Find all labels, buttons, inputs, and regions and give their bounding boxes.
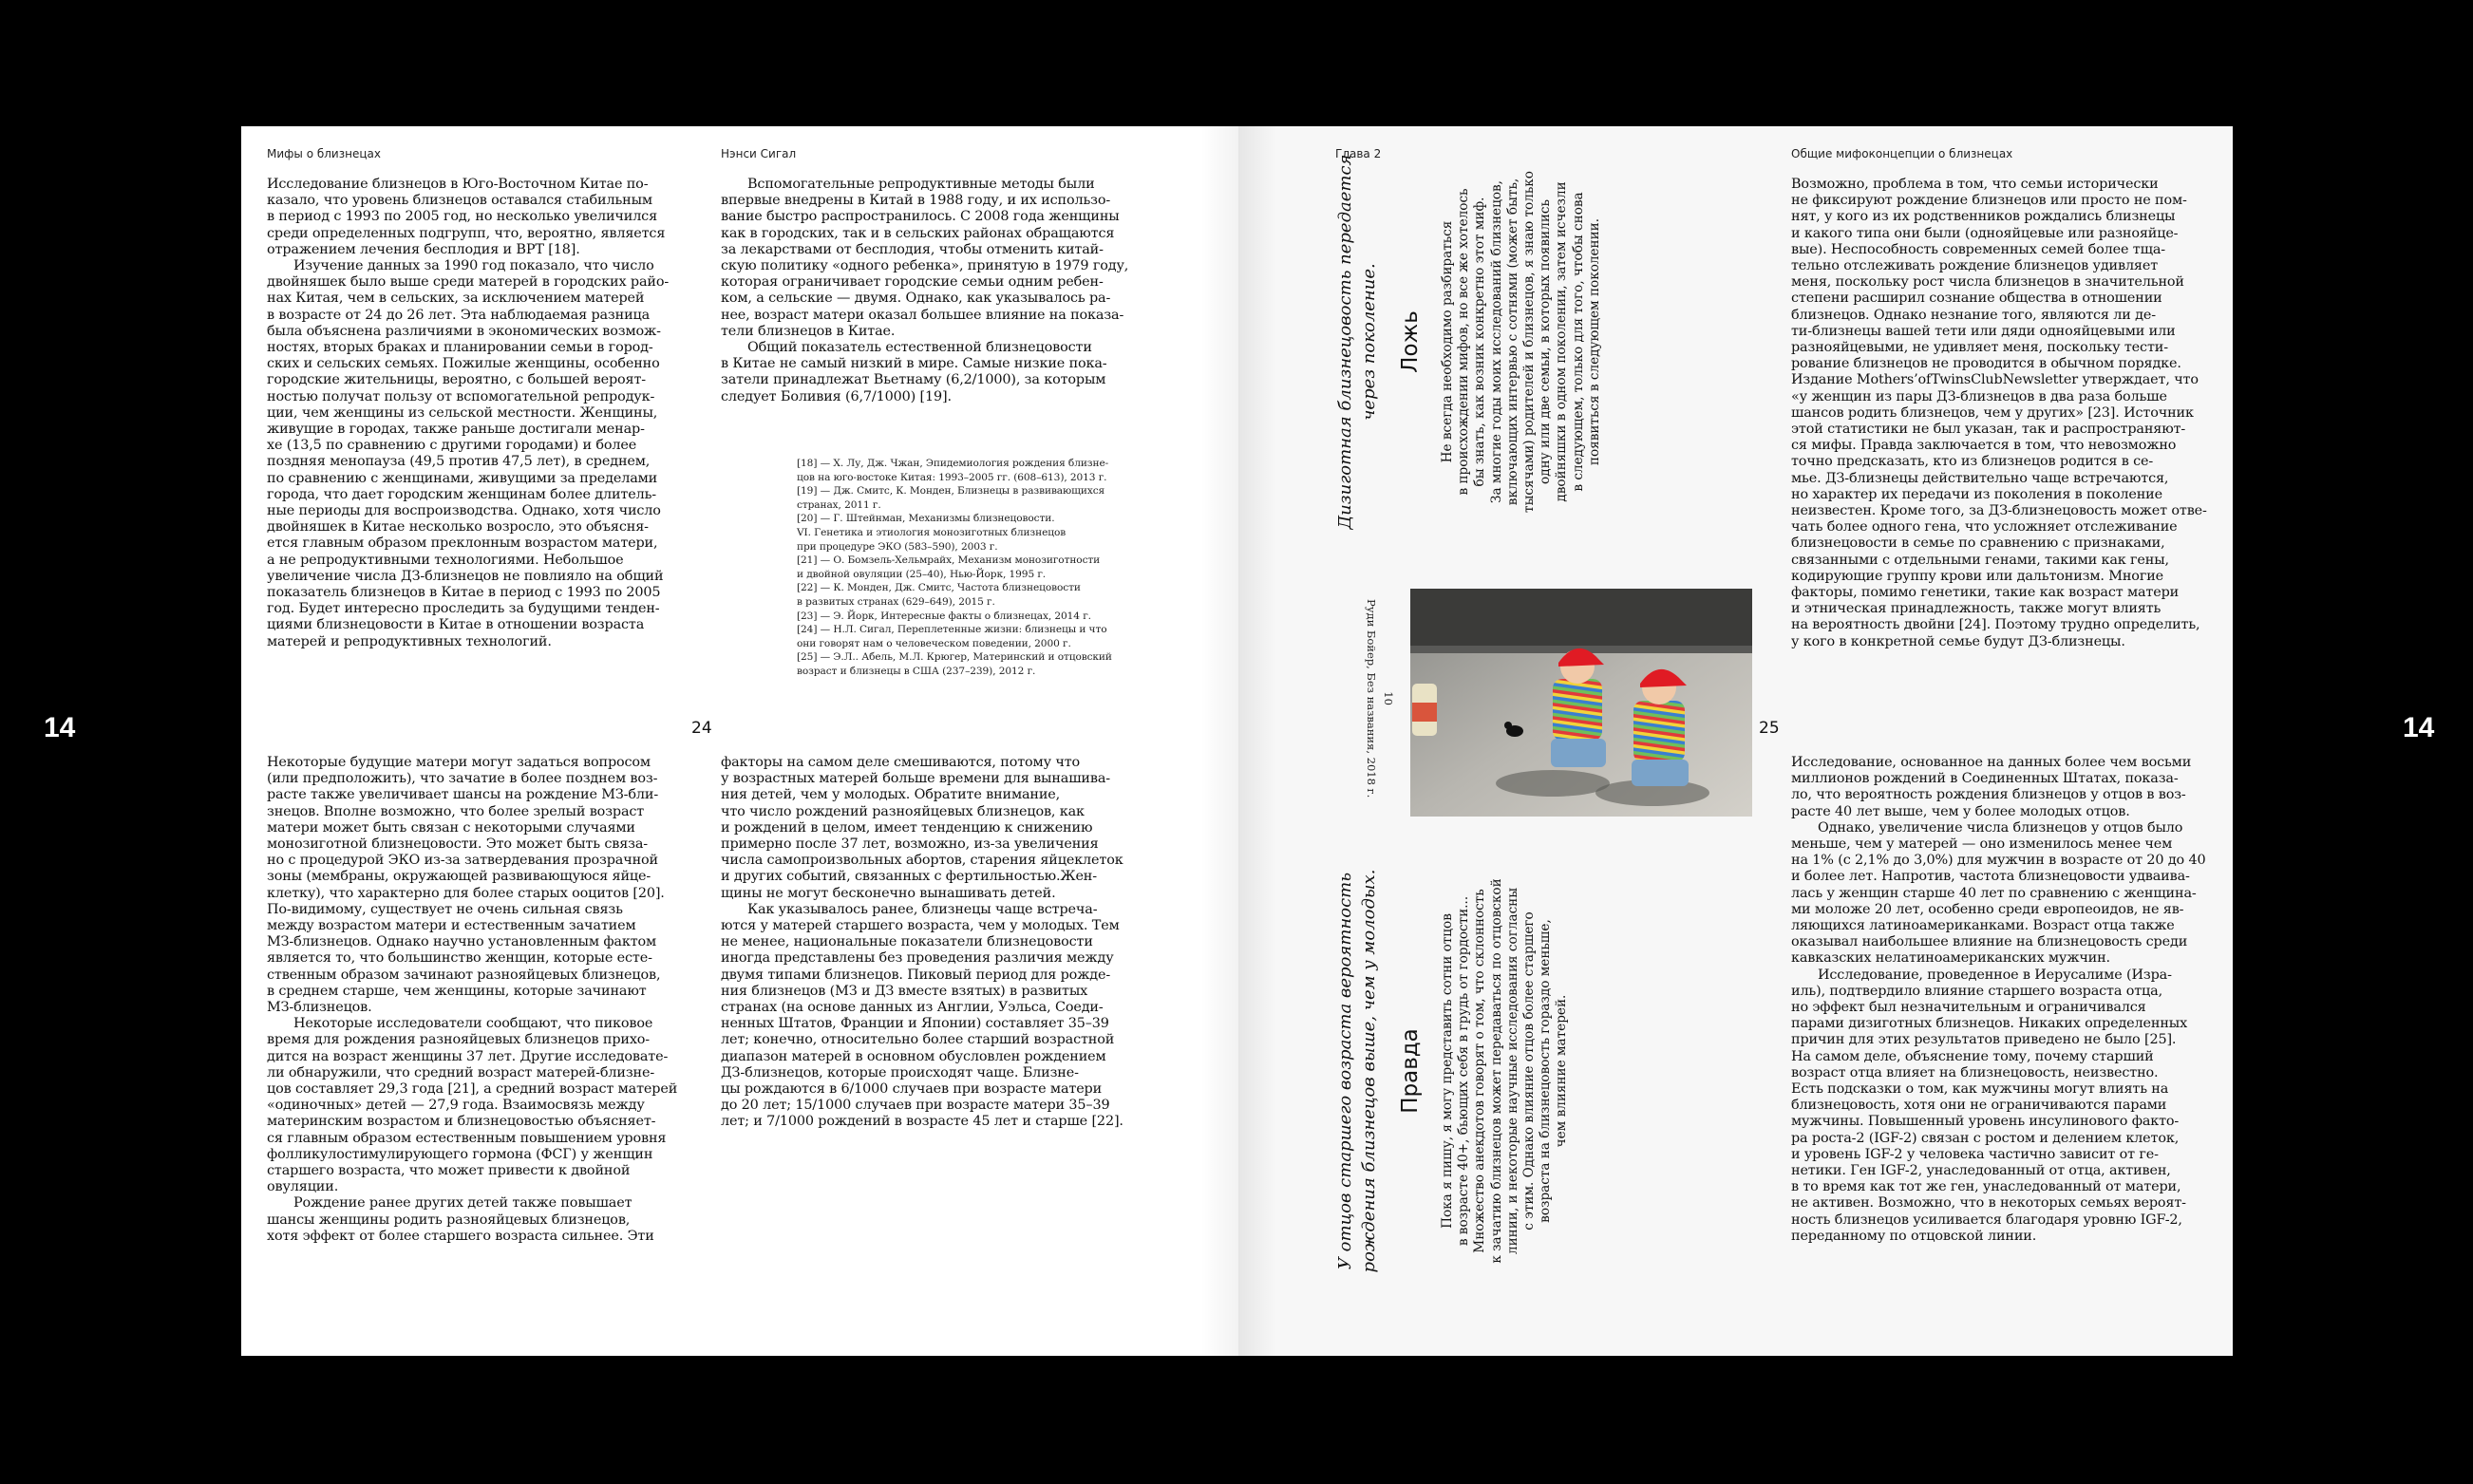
text-line: тельно отслеживать рождение близнецов удивляет (1791, 258, 2159, 274)
quote-line: У отцов старшего возраста вероятность (1335, 872, 1355, 1270)
text-line: возраст отца влияет на близнецовость, неизвестно. (1791, 1064, 2159, 1080)
text-line: парами дизиготных близнецов. Никаких определенных (1791, 1016, 2188, 1032)
text-line: (или предположить), что зачатие в более позднем воз- (267, 771, 658, 787)
text-line: старшего возраста, что может привести к двойной (267, 1163, 631, 1179)
text-line: меньше, чем у матерей — оно изменилось менее чем (1791, 836, 2173, 853)
quote-line: рождения близнецов выше, чем у молодых. (1359, 869, 1379, 1273)
body-line: включающих интервью с сотнями (может быть, (1504, 178, 1520, 506)
page-number-right: 25 (1759, 719, 1780, 738)
text-line: как в городских, так и в сельских районах обращаются (721, 225, 1115, 241)
text-line: время для рождения разнояйцевых близнецов прихо- (267, 1032, 651, 1048)
text-line: на вероятность двойни [24]. Поэтому трудно определить, (1791, 617, 2200, 633)
myth-explanation (1440, 138, 1603, 546)
left-column-1-top (267, 177, 708, 650)
text-line: знецов. Вполне возможно, что более зрелый возраст (267, 803, 645, 819)
text-line: степени расширил сознание общества в отношении (1791, 291, 2162, 307)
text-line: цов составляет 29,3 года [21], а средний возраст матерей (267, 1081, 678, 1098)
text-line: впервые внедрены в Китай в 1988 году, и их использо- (721, 193, 1111, 209)
left-column-2-top (721, 177, 1196, 405)
text-line: отражением лечения бесплодия и ВРТ [18]. (267, 241, 580, 257)
text-line: в то время как тот же ген, унаследованный от матери, (1791, 1179, 2181, 1195)
text-line: ся главным образом естественным повышением уровня (267, 1130, 667, 1146)
text-line: Исследование, проведенное в Иерусалиме (Изра- (1818, 967, 2172, 983)
body-line: тысячами) родителей и близнецов, я знаю только (1521, 171, 1538, 513)
text-line: не менее, национальные показатели близнецовости (721, 934, 1093, 950)
text-line: которая ограничивает городские семьи одним ребен- (721, 274, 1104, 291)
text-line: ком, а сельские — двумя. Однако, как указывалось ра- (721, 291, 1111, 307)
gutter-shadow (1238, 126, 1276, 1356)
text-line: щины не могут бесконечно вынашивать детей. (721, 885, 1056, 901)
text-line: связанными с отдельными генами, такими как гены, (1791, 552, 2169, 568)
text-line: в Китае не самый низкий в мире. Самые низкие пока- (721, 356, 1107, 372)
text-line: МЗ-близнецов. Однако научно установленным фактом (267, 934, 657, 950)
running-head-chapter: Глава 2 (1335, 147, 1382, 160)
text-line: Издание Mothers’ofTwinsClubNewsletter утверждает, что (1791, 372, 2199, 388)
left-column-2-bottom (721, 755, 1196, 1131)
text-line: и этническая принадлежность, также могут влиять (1791, 601, 2162, 617)
right-column-top (1791, 177, 2214, 650)
text-line: матерей и репродуктивных технологий. (267, 633, 552, 649)
text-line: Исследование близнецов в Юго-Восточном Китае по- (267, 177, 649, 192)
footnote-line: [25] — Э.Л.. Абель, М.Л. Крюгер, Материнский и отцовский (797, 651, 1112, 664)
text-line: вые). Неспособность современных семей более тща- (1791, 241, 2165, 257)
text-line: ность близнецов усиливается благодаря уровню IGF-2, (1791, 1212, 2182, 1228)
text-line: ются у матерей старшего возраста, чем у молодых. Тем (721, 918, 1120, 934)
text-line: зоны (мембраны, окружающей развивающуюся яйце- (267, 869, 651, 885)
text-line: странах (на основе данных из Англии, Уэльса, Соеди- (721, 1000, 1104, 1016)
body-line: Не всегда необходимо разбираться (1440, 220, 1455, 463)
text-line: дится на возраст женщины 37 лет. Другие исследовате- (267, 1048, 669, 1064)
text-line: ется главным образом преклонным возрастом матери, (267, 535, 658, 552)
truth-block (1333, 867, 1571, 1275)
text-line: примерно после 37 лет, возможно, из-за увеличения (721, 836, 1099, 853)
text-line: нее, возраст матери оказал большее влияние на показа- (721, 307, 1124, 323)
quote-line: через поколение. (1359, 263, 1379, 421)
myth-quote (1333, 138, 1381, 546)
text-line: шансов родить близнецов, чем у других» [23]. Источник (1791, 404, 2194, 421)
text-line: а не репродуктивными технологиями. Небольшое (267, 552, 624, 568)
text-line: казало, что уровень близнецов оставался стабильным (267, 193, 652, 209)
text-line: этой статистики не был указан, так и распространяют- (1791, 422, 2186, 438)
photo-caption (1365, 599, 1395, 798)
text-line: Некоторые исследователи сообщают, что пиковое (293, 1016, 653, 1032)
text-line: городские жительницы, вероятно, с большей вероят- (267, 372, 646, 388)
text-line: нах Китая, чем в сельских, за исключением матерей (267, 291, 645, 307)
text-line: Как указывалось ранее, близнецы чаще встреча- (747, 901, 1098, 917)
body-line: возраста на близнецовость гораздо меньше, (1538, 919, 1554, 1223)
myth-verdict-label: Ложь (1398, 310, 1423, 373)
text-line: но характер их передачи из поколения в поколение (1791, 486, 2162, 502)
text-line: мужчины. Повышенный уровень инсулинового факто- (1791, 1114, 2180, 1130)
body-line: с этим. Однако влияние отцов более старшего (1521, 911, 1538, 1230)
text-line: Некоторые будущие матери могут задаться вопросом (267, 755, 651, 770)
photo-caption-number: 10 (1382, 691, 1395, 705)
text-line: ло, что вероятность рождения близнецов у отцов в воз- (1791, 787, 2186, 803)
text-line: у возрастных матерей больше времени для вынашива- (721, 771, 1110, 787)
text-line: до 20 лет; 15/1000 случаев при возрасте матери 35–39 (721, 1098, 1110, 1114)
footnotes (797, 457, 1196, 679)
text-line: ми моложе 20 лет, особенно среди европеоидов, не яв- (1791, 901, 2184, 917)
text-line: была объяснена различиями в экономических возмож- (267, 323, 661, 339)
body-line: появиться в следующем поколении. (1586, 217, 1602, 466)
text-line: близнецовости в семье по сравнению с признаками, (1791, 535, 2165, 552)
text-line: Однако, увеличение числа близнецов у отцов было (1818, 819, 2183, 836)
text-line: кодирующие группу крови или дальтонизм. Многие (1791, 568, 2164, 584)
text-line: ли обнаружили, что средний возраст матерей-близне- (267, 1064, 655, 1080)
body-line: к зачатию близнецов может передаваться по отцовской (1488, 878, 1504, 1264)
text-line: лась у женщин старше 40 лет по сравнению с женщина- (1791, 885, 2197, 901)
text-line: скую политику «одного ребенка», принятую в 1979 году, (721, 258, 1129, 274)
text-line: у кого в конкретной семье будут ДЗ-близнецы. (1791, 633, 2125, 649)
text-line: но эффект был незначительным и ограничивался (1791, 1000, 2146, 1016)
text-line: Есть подсказки о том, как мужчины могут влиять на (1791, 1081, 2169, 1098)
text-line: не активен. Возможно, что в некоторых семьях вероят- (1791, 1195, 2186, 1212)
text-line: в среднем старше, чем женщины, которые зачинают (267, 983, 647, 999)
text-line: неизвестен. Кроме того, за ДЗ-близнецовость может отве- (1791, 503, 2207, 519)
body-line: Множество анекдотов говорят о том, что склонность (1472, 889, 1488, 1253)
footnote-line: и двойной овуляции (25–40), Нью-Йорк, 1995 г. (797, 568, 1047, 580)
truth-verdict-label: Правда (1398, 1028, 1423, 1114)
right-column-bottom (1791, 755, 2214, 1245)
text-line: На самом деле, объяснение тому, почему старший (1791, 1048, 2154, 1064)
left-column-1-bottom (267, 755, 708, 1245)
footnote-line: [24] — Н.Л. Сигал, Переплетенные жизни: близнецы и что (797, 624, 1107, 636)
text-line: фолликулостимулирующего гормона (ФСГ) у женщин (267, 1146, 653, 1162)
text-line: точно предсказать, кто из близнецов родится в се- (1791, 454, 2154, 470)
text-line: меня, поскольку рост числа близнецов в значительной (1791, 274, 2184, 291)
footnote-line: в развитых странах (629–649), 2015 г. (797, 595, 995, 608)
text-line: ДЗ-близнецов, которые происходят чаще. Близне- (721, 1064, 1079, 1080)
text-line: не фиксируют рождение близнецов или просто не пом- (1791, 193, 2187, 209)
twins-photo-image (1410, 589, 1752, 817)
quote-line: Дизиготная близнецовость передается (1335, 154, 1355, 530)
text-line: близнецовость, хотя они не ограничиваются парами (1791, 1098, 2167, 1114)
text-line: цы рождаются в 6/1000 случаев при возрасте матери (721, 1081, 1103, 1098)
footnote-line: [21] — О. Бомзель-Хельмрайх, Механизм монозиготности (797, 554, 1101, 567)
right-page (1238, 126, 2233, 1356)
body-line: чем влияние матерей. (1554, 994, 1570, 1148)
text-line: лет; и 7/1000 рождений в возрасте 45 лет и старше [22]. (721, 1114, 1123, 1130)
text-line: увеличение числа ДЗ-близнецов не повлияло на общий (267, 568, 664, 584)
text-line: между возрастом матери и естественным зачатием (267, 918, 636, 934)
spread-number-left: 14 (44, 712, 76, 743)
text-line: хотя эффект от более старшего возраста сильнее. Эти (267, 1228, 654, 1244)
text-line: ских и сельских семьях. Пожилые женщины, особенно (267, 356, 660, 372)
text-line: клетку), что характерно для более старых ооцитов [20]. (267, 885, 665, 901)
text-line: матери может быть связан с некоторыми случаями (267, 819, 635, 836)
body-line: Пока я пишу, я могу представить сотни отцов (1440, 913, 1455, 1229)
text-line: мье. ДЗ-близнецы действительно чаще встречаются, (1791, 470, 2169, 486)
text-line: кавказских нелатиноамериканских мужчин. (1791, 950, 2110, 967)
body-line: в возрасте 40+, бьющих себя в грудь от гордости... (1456, 895, 1472, 1247)
text-line: живущие в городах, также раньше достигали менар- (267, 422, 645, 438)
text-line: причин для этих результатов приведено не было [25]. (1791, 1032, 2177, 1048)
text-line: показатель близнецов в Китае в период с 1993 по 2005 (267, 585, 661, 601)
text-line: чать более одного гена, что усложняет отслеживание (1791, 519, 2178, 535)
body-line: двойняшки в одном поколении, затем исчезли (1554, 181, 1570, 502)
footnote-line: [22] — К. Монден, Дж. Смитс, Частота близнецовости (797, 582, 1081, 594)
left-page (241, 126, 1238, 1356)
text-line: но с процедурой ЭКО из-за затвердевания прозрачной (267, 853, 658, 869)
text-line: расте также увеличивает шансы на рождение МЗ-бли- (267, 787, 659, 803)
text-line: Общий показатель естественной близнецовости (747, 340, 1092, 356)
text-line: близнецов. Однако незнание того, являются ли де- (1791, 307, 2156, 323)
text-line: Исследование, основанное на данных более чем восьми (1791, 755, 2192, 770)
text-line: вание быстро распространилось. С 2008 года женщины (721, 209, 1120, 225)
text-line: «одиночных» детей — 27,9 года. Взаимосвязь между (267, 1098, 645, 1114)
text-line: расте 40 лет выше, чем у более молодых отцов. (1791, 803, 2130, 819)
text-line: ностью получат пользу от вспомогательной репродук- (267, 388, 655, 404)
text-line: и какого типа они были (однояйцевые или разнояйце- (1791, 225, 2179, 241)
body-line: в происхождении мифов, но все же хотелось (1456, 188, 1472, 496)
text-line: ненных Штатов, Франции и Японии) составляет 35–39 (721, 1016, 1109, 1032)
text-line: числа самопроизвольных абортов, старения яйцеклеток (721, 853, 1123, 869)
text-line: ния детей, чем у молодых. Обратите внимание, (721, 787, 1061, 803)
text-line: МЗ-близнецов. (267, 1000, 372, 1016)
photo-caption-credit: Руди Бойер, Без названия, 2018 г. (1365, 599, 1378, 798)
text-line: следует Боливия (6,7/1000) [19]. (721, 388, 952, 404)
text-line: города, что дает городским женщинам более длитель- (267, 486, 656, 502)
gutter-shadow (1200, 126, 1238, 1356)
text-line: «у женщин из пары ДЗ-близнецов в два раза больше (1791, 388, 2167, 404)
text-line: в период с 1993 по 2005 год, но несколько увеличился (267, 209, 658, 225)
running-head-book-title: Мифы о близнецах (267, 147, 381, 160)
text-line: и рождений в целом, имеет тенденцию к снижению (721, 819, 1093, 836)
footnote-line: VI. Генетика и этиология монозиготных близнецов (797, 526, 1067, 538)
text-line: разнояйцевыми, не удивляет меня, поскольку тести- (1791, 340, 2168, 356)
text-line: на 1% (с 2,1% до 3,0%) для мужчин в возрасте от 20 до 40 (1791, 853, 2206, 869)
footnote-line: [18] — Х. Лу, Дж. Чжан, Эпидемиология рождения близне- (797, 458, 1109, 469)
text-line: циями близнецовости в Китае в отношении возраста (267, 617, 645, 633)
text-line: шансы женщины родить разнояйцевых близнецов, (267, 1212, 631, 1228)
text-line: затели принадлежат Вьетнаму (6,2/1000), за которым (721, 372, 1106, 388)
footnote-line: цов на юго-востоке Китая: 1993–2005 гг. (608–613), 2013 г. (797, 471, 1107, 483)
text-line: диапазон матерей в основном обусловлен рождением (721, 1048, 1106, 1064)
body-line: линии, и некоторые научные исследования согласны (1504, 887, 1520, 1255)
text-line: нят, у кого из их родственников рождались близнецы (1791, 209, 2176, 225)
footnote-line: возраст и близнецы в США (237–239), 2012 г. (797, 665, 1036, 677)
text-line: факторы, помимо генетики, такие как возраст матери (1791, 585, 2180, 601)
text-line: хе (13,5 по сравнению с другими городами) и более (267, 438, 637, 454)
text-line: ра роста-2 (IGF-2) связан с ростом и делением клеток, (1791, 1130, 2180, 1146)
text-line: двойняшек в Китае несколько возросло, это объясня- (267, 519, 649, 535)
text-line: факторы на самом деле смешиваются, потому что (721, 755, 1081, 770)
myth-block (1333, 138, 1603, 546)
text-line: двумя типами близнецов. Пиковый период для рожде- (721, 967, 1111, 983)
text-line: и уровень IGF-2 у человека частично зависит от ге- (1791, 1146, 2159, 1162)
text-line: ти-близнецы вашей тети или дяди однояйцевыми или (1791, 323, 2176, 339)
running-head-chapter-title: Общие мифоконцепции о близнецах (1791, 147, 2013, 160)
text-line: ностях, вторых браках и планировании семьи в город- (267, 340, 653, 356)
text-line: переданному по отцовской линии. (1791, 1228, 2037, 1244)
text-line: двойняшек было выше среди матерей в городских райо- (267, 274, 670, 291)
spread-number-right: 14 (2403, 712, 2435, 743)
truth-explanation (1440, 867, 1571, 1275)
running-head-author: Нэнси Сигал (721, 147, 797, 160)
text-line: ции, чем женщины из сельской местности. Женщины, (267, 404, 658, 421)
text-line: иль), подтвердило влияние старшего возраста отца, (1791, 983, 2163, 999)
text-line: рование близнецов не проводится в обычном порядке. (1791, 356, 2181, 372)
footnote-line: [20] — Г. Штейнман, Механизмы близнецовости. (797, 513, 1055, 525)
text-line: в возрасте от 24 до 26 лет. Эта наблюдаемая разница (267, 307, 651, 323)
text-line: миллионов рождений в Соединенных Штатах, показа- (1791, 771, 2179, 787)
text-line: овуляции. (267, 1179, 339, 1195)
text-line: Вспомогательные репродуктивные методы были (747, 177, 1095, 192)
text-line: ные периоды для воспроизводства. Однако, хотя число (267, 503, 661, 519)
text-line: по сравнению с женщинами, живущими за пределами (267, 470, 658, 486)
text-line: нетики. Ген IGF-2, унаследованный от отца, активен, (1791, 1163, 2171, 1179)
text-line: ся мифы. Правда заключается в том, что невозможно (1791, 438, 2177, 454)
footnote-line: они говорят нам о человеческом поведении, 2000 г. (797, 637, 1071, 649)
text-line: что число рождений разнояйцевых близнецов, как (721, 803, 1085, 819)
photo-twins (1410, 589, 1752, 817)
page-number-left: 24 (691, 719, 712, 738)
footnote-line: странах, 2011 г. (797, 498, 881, 511)
body-line: в следующем, только для того, чтобы снова (1570, 192, 1586, 492)
text-line: поздняя менопауза (49,5 против 47,5 лет), в среднем, (267, 454, 651, 470)
text-line: иногда представлены без проведения различия между (721, 950, 1114, 967)
text-line: и более лет. Напротив, частота близнецовости удваива- (1791, 869, 2190, 885)
body-line: бы знать, как возник конкретно этот миф. (1472, 197, 1488, 487)
text-line: год. Будет интересно проследить за будущими тенден- (267, 601, 660, 617)
text-line: По-видимому, существует не очень сильная связь (267, 901, 623, 917)
text-line: является то, что большинство женщин, которые есте- (267, 950, 652, 967)
body-line: За многие годы моих исследований близнецов, (1488, 180, 1504, 503)
text-line: тели близнецов в Китае. (721, 323, 896, 339)
text-line: Изучение данных за 1990 год показало, что число (293, 258, 654, 274)
text-line: среди определенных подгрупп, что, вероятно, является (267, 225, 666, 241)
text-line: Возможно, проблема в том, что семьи исторически (1791, 177, 2159, 192)
text-line: Рождение ранее других детей также повышает (293, 1195, 632, 1212)
footnote-line: [23] — Э. Йорк, Интересные факты о близнецах, 2014 г. (797, 610, 1091, 622)
body-line: одну или две семьи, в которых появились (1538, 199, 1554, 484)
text-line: материнским возрастом и близнецовостью объясняет- (267, 1114, 656, 1130)
truth-quote (1333, 867, 1381, 1275)
text-line: лет; конечно, относительно более старший возрастной (721, 1032, 1115, 1048)
text-line: ния близнецов (МЗ и ДЗ вместе взятых) в развитых (721, 983, 1088, 999)
text-line: ляющихся латиноамериканками. Возраст отца также (1791, 918, 2175, 934)
text-line: ственным образом зачинают разнояйцевых близнецов, (267, 967, 661, 983)
footnote-line: [19] — Дж. Смитс, К. Монден, Близнецы в развивающихся (797, 485, 1105, 498)
text-line: за лекарствами от бесплодия, чтобы отменить китай- (721, 241, 1104, 257)
text-line: оказывал наибольшее влияние на близнецовость среди (1791, 934, 2188, 950)
footnote-line: при процедуре ЭКО (583–590), 2003 г. (797, 540, 998, 553)
text-line: монозиготной близнецовости. Это может быть связа- (267, 836, 648, 853)
text-line: и других событий, связанных с фертильностью.Жен- (721, 869, 1097, 885)
